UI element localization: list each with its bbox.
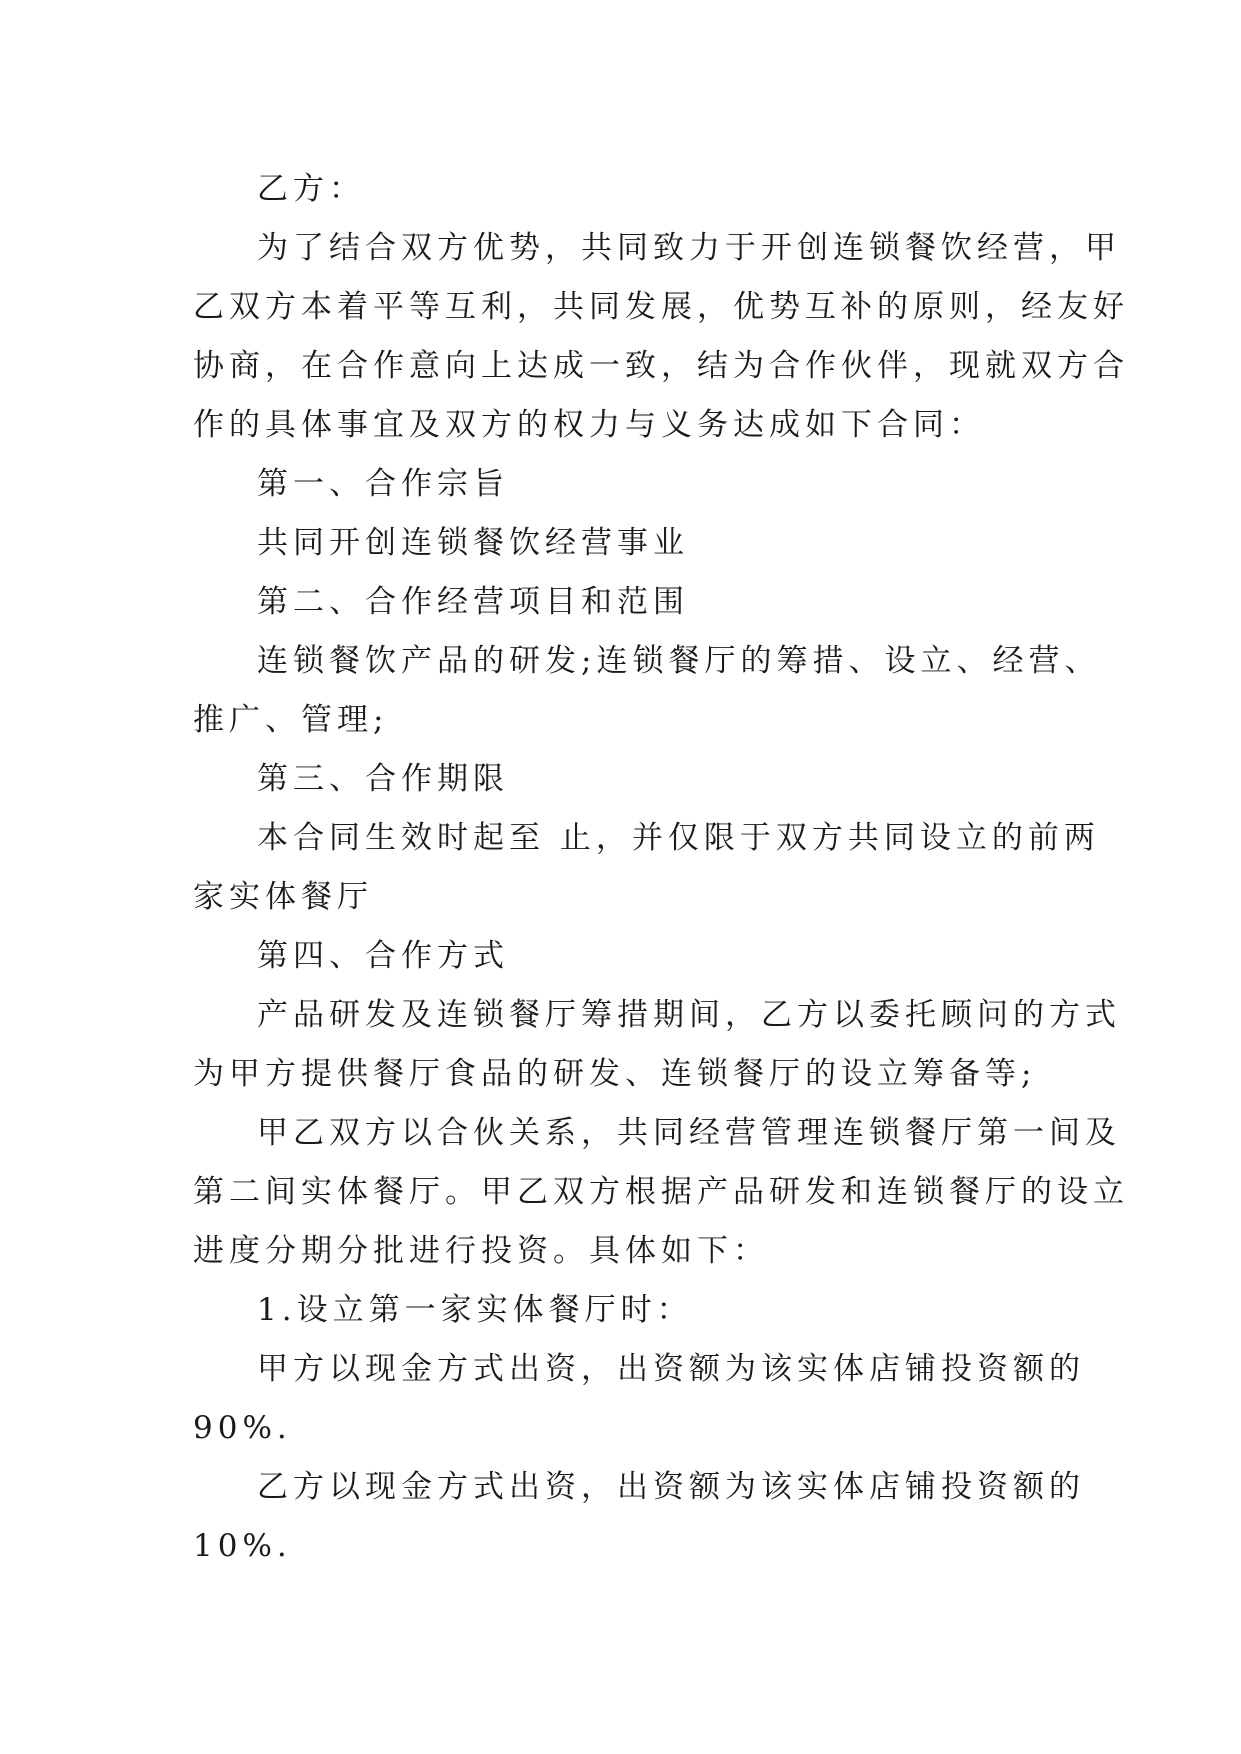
section-2-text: 连锁餐饮产品的研发;连锁餐厅的筹措、设立、经营、 [257,643,1101,679]
section-3-text: 本合同生效时起至 止，并仅限于双方共同设立的前两 [257,820,1100,856]
list-item-1-heading: 1.设立第一家实体餐厅时： [257,1292,693,1328]
document-body [193,160,1129,1576]
section-heading-1: 第一、合作宗旨 [257,466,509,502]
section-4-text: 为甲方提供餐厅食品的研发、连锁餐厅的设立筹备等; [193,1056,1037,1092]
preamble-line: 为了结合双方优势，共同致力于开创连锁餐饮经营，甲 [257,230,1121,266]
section-4-text: 产品研发及连锁餐厅筹措期间，乙方以委托顾问的方式 [257,997,1121,1033]
section-2-text: 推广、管理; [193,702,389,738]
section-3-text: 家实体餐厅 [193,879,373,915]
section-4-text: 甲乙双方以合伙关系，共同经营管理连锁餐厅第一间及 [257,1115,1121,1151]
preamble-line: 乙双方本着平等互利，共同发展，优势互补的原则，经友好 [193,289,1129,325]
party-b-label: 乙方： [257,171,365,207]
section-4-text: 第二间实体餐厅。甲乙双方根据产品研发和连锁餐厅的设立 [193,1174,1129,1210]
party-a-contribution: 甲方以现金方式出资，出资额为该实体店铺投资额的 [257,1351,1085,1387]
section-1-text: 共同开创连锁餐饮经营事业 [257,525,689,561]
preamble-line: 作的具体事宜及双方的权力与义务达成如下合同： [193,407,985,443]
preamble-line: 协商，在合作意向上达成一致，结为合作伙伴，现就双方合 [193,348,1129,384]
section-heading-4: 第四、合作方式 [257,938,509,974]
section-heading-2: 第二、合作经营项目和范围 [257,584,689,620]
party-b-percentage: 10%. [193,1528,292,1564]
section-heading-3: 第三、合作期限 [257,761,509,797]
party-a-percentage: 90%. [193,1410,292,1446]
section-4-text: 进度分期分批进行投资。具体如下： [193,1233,769,1269]
party-b-contribution: 乙方以现金方式出资，出资额为该实体店铺投资额的 [257,1469,1085,1505]
